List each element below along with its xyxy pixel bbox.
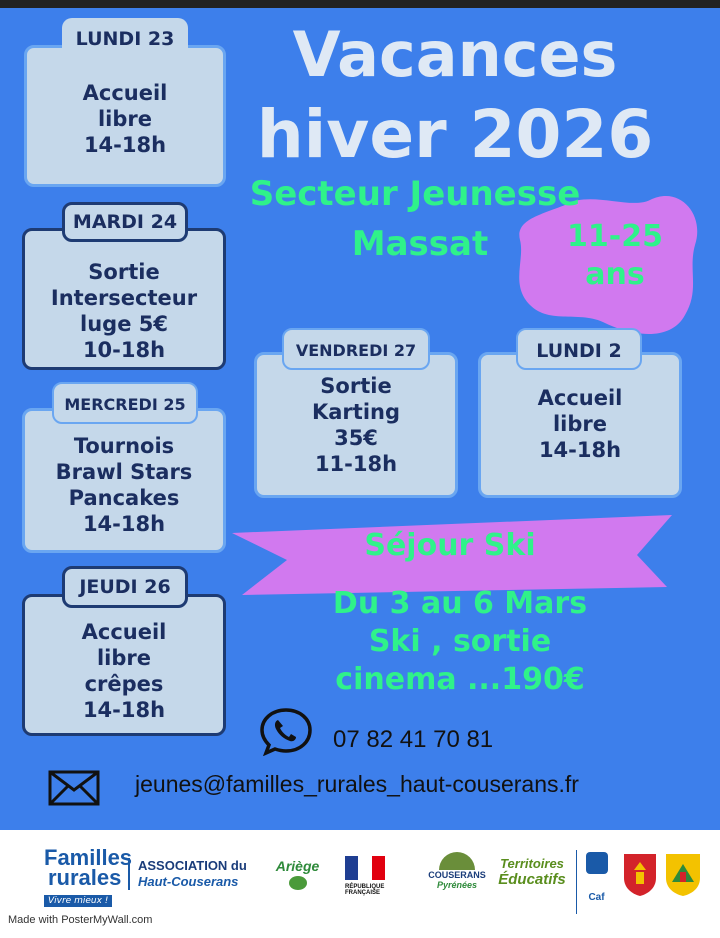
snowflake-icon <box>586 852 608 874</box>
day-line: Accueil <box>82 81 168 105</box>
caf-logo <box>576 850 616 914</box>
day-line: luge 5€ <box>80 312 168 336</box>
day-line: 10-18h <box>82 338 166 362</box>
day-card-mercredi-25 <box>22 408 226 553</box>
age-unit: ans <box>585 257 645 292</box>
day-card-lundi-2 <box>478 352 682 498</box>
familles-rurales-name-2: rurales <box>48 865 122 890</box>
caf-text: Caf <box>588 892 605 903</box>
association-logo-text <box>128 858 253 890</box>
day-tag-mercredi-25: MERCREDI 25 <box>52 382 198 424</box>
day-line: libre <box>552 412 608 436</box>
day-card-mardi-24 <box>22 228 226 370</box>
day-line: 14-18h <box>82 698 166 722</box>
day-line: crêpes <box>84 672 164 696</box>
day-tag-lundi-23: LUNDI 23 <box>62 18 188 60</box>
day-tag-mardi-24: MARDI 24 <box>62 202 188 242</box>
association-line-1: ASSOCIATION du <box>138 858 247 873</box>
sejour-label: Séjour Ski <box>364 528 536 563</box>
sector-line-1: Secteur Jeunesse <box>249 174 581 214</box>
day-line: Pancakes <box>68 486 180 510</box>
couserans-text: COUSERANS <box>428 870 486 880</box>
day-tag-lundi-2: LUNDI 2 <box>516 328 642 370</box>
day-line: 14-18h <box>82 512 166 536</box>
day-line: Sortie <box>88 260 160 284</box>
couserans-logo <box>428 852 486 912</box>
title-line-1: Vacances <box>292 18 618 91</box>
territoires-text-1: Territoires <box>500 856 564 871</box>
email-address[interactable]: jeunes@familles_rurales_haut-couserans.fr <box>135 771 579 797</box>
sector-line-2: Massat <box>351 224 489 264</box>
republique-francaise-logo <box>345 856 415 906</box>
familles-rurales-logo <box>44 845 133 907</box>
familles-rurales-name-1: Familles <box>44 845 133 870</box>
day-line: Accueil <box>537 386 623 410</box>
day-tag-vendredi-27: VENDREDI 27 <box>282 328 430 370</box>
mail-icon <box>48 770 100 806</box>
day-line: libre <box>97 107 153 131</box>
mountain-icon <box>439 852 475 870</box>
day-card-lundi-23 <box>24 45 226 187</box>
day-line: libre <box>96 646 152 670</box>
republique-text: RÉPUBLIQUE FRANÇAISE <box>345 884 385 896</box>
couserans-subtext: Pyrénées <box>436 880 478 890</box>
coat-of-arms-icon <box>622 852 658 898</box>
sejour-line: cinema ...190€ <box>335 662 585 697</box>
association-line-2: Haut-Couserans <box>138 874 239 889</box>
day-line: 14-18h <box>83 133 167 157</box>
familles-rurales-slogan: Vivre mieux ! <box>44 895 112 907</box>
day-line: Accueil <box>81 620 167 644</box>
made-with-credit: Made with PosterMyWall.com <box>8 914 153 926</box>
day-line: Tournois <box>73 434 175 458</box>
ariege-logo <box>270 858 325 898</box>
ariege-text: Ariège <box>275 858 320 874</box>
day-line: 35€ <box>334 426 378 450</box>
top-bar <box>0 0 720 8</box>
day-line: 11-18h <box>314 452 398 476</box>
day-line: Karting <box>311 400 401 424</box>
phone-number[interactable]: 07 82 41 70 81 <box>333 726 494 753</box>
ariege-mark <box>289 876 307 890</box>
whatsapp-icon <box>258 706 314 756</box>
day-tag-jeudi-26: JEUDI 26 <box>62 566 188 608</box>
territoires-educatifs-logo <box>492 856 572 914</box>
sejour-details <box>300 585 620 699</box>
title-line-2: hiver 2026 <box>256 96 654 173</box>
day-line: Sortie <box>320 374 392 398</box>
territoires-text-2: Éducatifs <box>498 871 566 888</box>
sejour-line: Ski , sortie <box>368 624 552 659</box>
coat-of-arms-2-icon <box>664 852 702 898</box>
day-card-jeudi-26 <box>22 594 226 736</box>
age-range: 11-25 <box>567 219 663 254</box>
sejour-line: Du 3 au 6 Mars <box>332 586 588 621</box>
day-line: 14-18h <box>538 438 622 462</box>
flag-icon <box>345 856 385 880</box>
day-line: Brawl Stars <box>55 460 193 484</box>
day-card-vendredi-27 <box>254 352 458 498</box>
day-line: Intersecteur <box>50 286 198 310</box>
